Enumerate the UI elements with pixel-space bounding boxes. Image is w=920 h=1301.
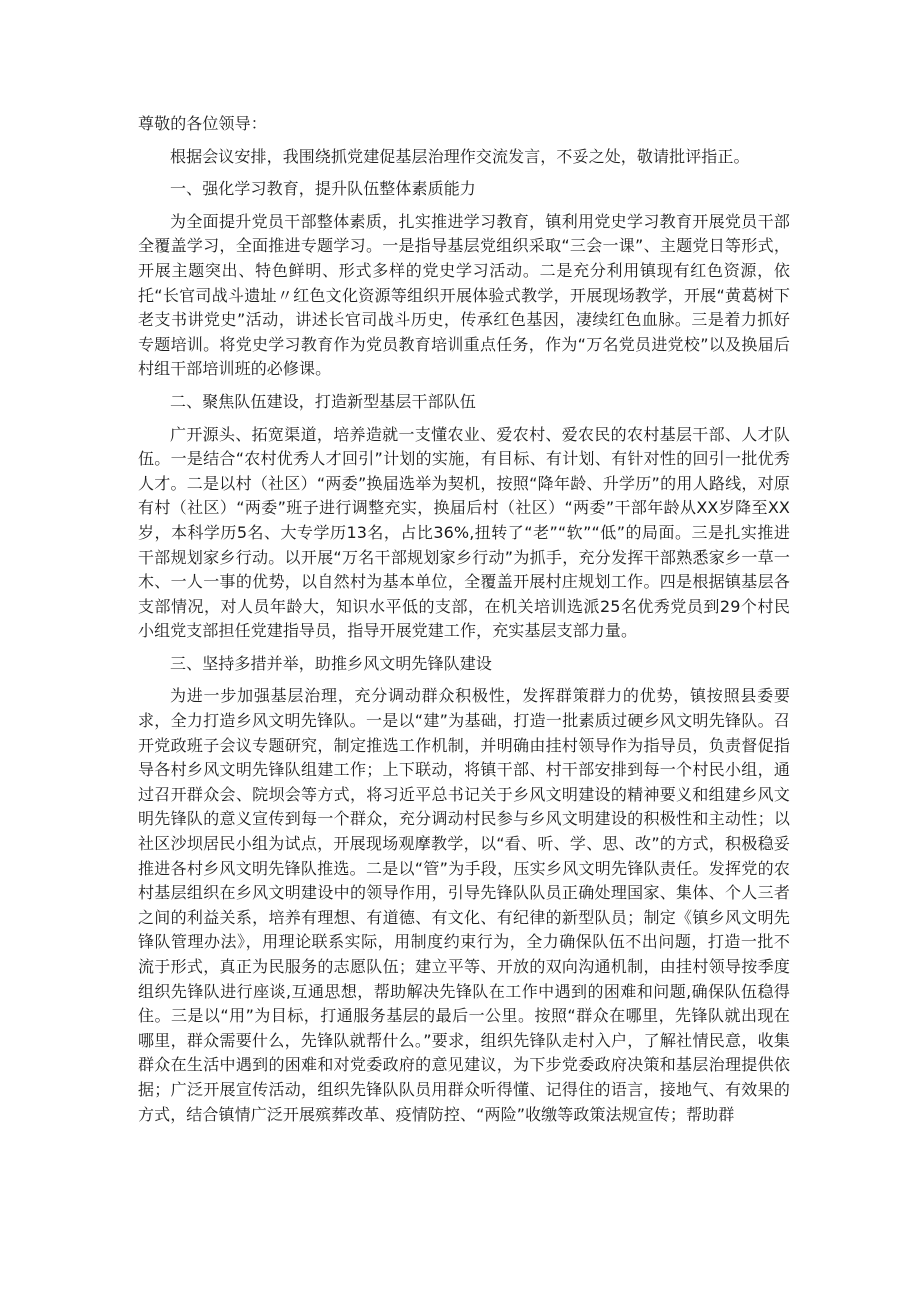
intro-paragraph: 根据会议安排，我围绕抓党建促基层治理作交流发言，不妥之处，敬请批评指正。 [170,146,750,166]
section-1-heading: 一、强化学习教育，提升队伍整体素质能力 [170,179,476,199]
salutation: 尊敬的各位领导： [138,114,267,133]
section-1-body: 为全面提升党员干部整体素质，扎实推进学习教育，镇利用党史学习教育开展党员干部全覆盖学习，全面推进专题学习。一是指导基层党组织采取“三会一课”、主题党日等形式，开展主题突出、特色鲜明、形式多样的党史学习活动。二是充分利用镇现有红色资源，依托“长官司战斗遗址〃红色文化资源等组织开展体验式教学，开展现场教学，开展“黄葛树下老支书讲党史”活动，讲述长官司战斗历史，传承红色基因，凄续红色血脉。三是着力抓好专题培训。将党史学习教育作为党员教育培训重点任务，作为“万名党员进党校”以及换届后村组干部培训班的必修课。 [138,211,790,379]
section-3-body: 为进一步加强基层治理，充分调动群众积极性，发挥群策群力的优势，镇按照县委要求，全力打造乡风文明先锋队。一是以“建”为基础，打造一批素质过硬乡风文明先锋队。召开党政班子会议专题研究，制定推选工作机制，并明确由挂村领导作为指导员，负责督促指导各村乡风文明先锋队组建工作；上下联动，将镇干部、村干部安排到每一个村民小组，通过召开群众会、院坝会等方式，将习近平总书记关于乡风文明建设的精神要义和组建乡风文明先锋队的意义宣传到每一个群众，充分调动村民参与乡风文明建设的积极性和主动性；以社区沙坝居民小组为试点，开展现场观摩教学，以“看、听、学、思、改”的方式，积极稳妥推进各村乡风文明先锋队推选。二是以“管”为手段，压实乡风文明先锋队责任。发挥党的农村基层组织在乡风文明建设中的领导作用，引导先锋队队员正确处理国家、集体、个人三者之间的利益关系，培养有理想、有道德、有文化、有纪律的新型队员；制定《镇乡风文明先锋队管理办法》，用理论联系实际，用制度约束行为，全力确保队伍不出问题，打造一批不流于形式，真正为民服务的志愿队伍；建立平等、开放的双向沟通机制，由挂村领导按季度组织先锋队进行座谈,互通思想，帮助解决先锋队在工作中遇到的困难和问题,确保队伍稳得住。三是以“用”为目标，打通服务基层的最后一公里。按照“群众在哪里，先锋队就出现在哪里，群众需要什么，先锋队就帮什么。”要求，组织先锋队走村入户，了解社情民意，收集群众在生活中遇到的困难和对党委政府的意见建议，为下步党委政府决策和基层治理提供依据；广泛开展宣传活动，组织先锋队队员用群众听得懂、记得住的语言，接地气、有效果的方式，结合镇情广泛开展殡葬改革、疫情防控、“两险”收缴等政策法规宣传；帮助群 [138,686,790,1124]
document-page [138,112,790,1135]
section-2-heading: 二、聚焦队伍建设，打造新型基层干部队伍 [170,391,476,411]
section-2-body: 广开源头、拓宽渠道，培养造就一支懂农业、爱农村、爱农民的农村基层干部、人才队伍。一是结合“农村优秀人才回引”计划的实施，有目标、有计划、有针对性的回引一批优秀人才。二是以村（社区）“两委”换届选举为契机，按照“降年龄、升学历”的用人路线，对原有村（社区）“两委”班子进行调整充实，换届后村（社区）“两委”干部年龄从XX岁降至XX岁，本科学历5名、大专学历13名，占比36%,扭转了“老”“软”“低”的局面。三是扎实推进干部规划家乡行动。以开展“万名干部规划家乡行动”为抓手，充分发挥干部熟悉家乡一草一木、一人一事的优势，以自然村为基本单位，全覆盖开展村庄规划工作。四是根据镇基层各支部情况，对人员年龄大，知识水平低的支部，在机关培训选派25名优秀党员到29个村民小组党支部担任党建指导员，指导开展党建工作，充实基层支部力量。 [138,424,790,641]
section-3-heading: 三、坚持多措并举，助推乡风文明先锋队建设 [170,653,493,673]
